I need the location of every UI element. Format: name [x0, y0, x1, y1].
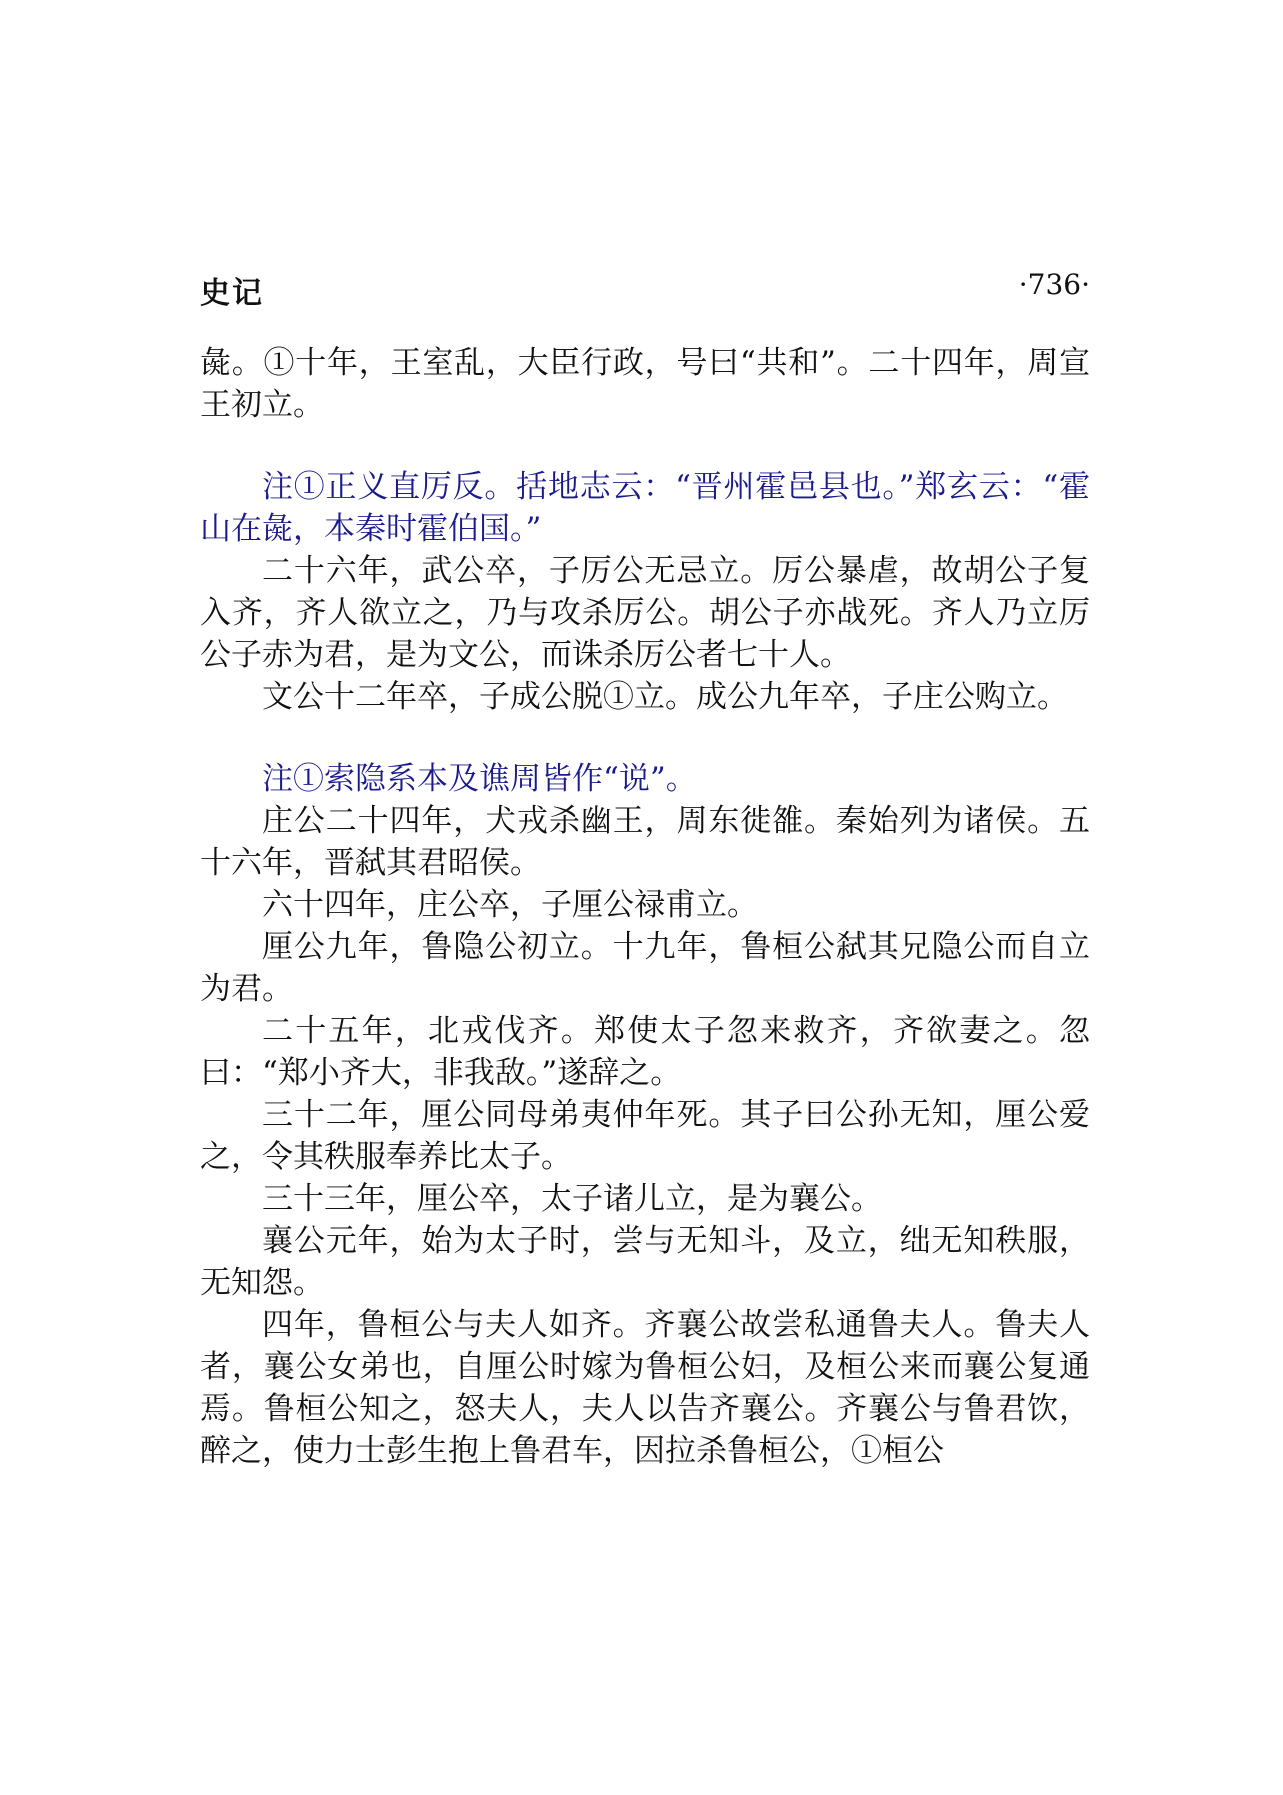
paragraph: 三十三年，厘公卒，太子诸儿立，是为襄公。 — [262, 1181, 882, 1217]
paragraph: 庄公二十四年，犬戎杀幽王，周东徙雒。秦始列为诸侯。五十六年，晋弑其君昭侯。 — [200, 803, 1090, 881]
book-title: 史记 — [200, 276, 264, 311]
footnote: 注①正义直厉反。括地志云：“晋州霍邑县也。”郑玄云：“霍山在彘，本秦时霍伯国。” — [200, 469, 1090, 547]
paragraph: 彘。①十年，王室乱，大臣行政，号曰“共和”。二十四年，周宣王初立。 — [200, 345, 1090, 423]
paragraph: 四年，鲁桓公与夫人如齐。齐襄公故尝私通鲁夫人。鲁夫人者，襄公女弟也，自厘公时嫁为鲁桓公妇，及桓公来而襄公复通焉。鲁桓公知之，怒夫人，夫人以告齐襄公。齐襄公与鲁君饮，醉之，使力士彭生抱上鲁君车，因拉杀鲁桓公，①桓公 — [200, 1307, 1090, 1469]
paragraph: 襄公元年，始为太子时，尝与无知斗，及立，绌无知秩服，无知怨。 — [200, 1223, 1090, 1301]
paragraph: 二十五年，北戎伐齐。郑使太子忽来救齐，齐欲妻之。忽曰：“郑小齐大，非我敌。”遂辞之。 — [200, 1013, 1090, 1091]
paragraph: 六十四年，庄公卒，子厘公禄甫立。 — [262, 887, 758, 923]
page-header — [200, 268, 1090, 311]
paragraph: 文公十二年卒，子成公脱①立。成公九年卒，子庄公购立。 — [262, 679, 1068, 715]
page-number: ·736· — [1018, 268, 1090, 301]
paragraph: 三十二年，厘公同母弟夷仲年死。其子曰公孙无知，厘公爱之，令其秩服奉养比太子。 — [200, 1097, 1090, 1175]
paragraph: 二十六年，武公卒，子厉公无忌立。厉公暴虐，故胡公子复入齐，齐人欲立之，乃与攻杀厉公。胡公子亦战死。齐人乃立厉公子赤为君，是为文公，而诛杀厉公者七十人。 — [200, 553, 1090, 673]
footnote: 注①索隐系本及谯周皆作“说”。 — [262, 761, 697, 797]
paragraph: 厘公九年，鲁隐公初立。十九年，鲁桓公弑其兄隐公而自立为君。 — [200, 929, 1090, 1007]
page — [200, 268, 1090, 1472]
